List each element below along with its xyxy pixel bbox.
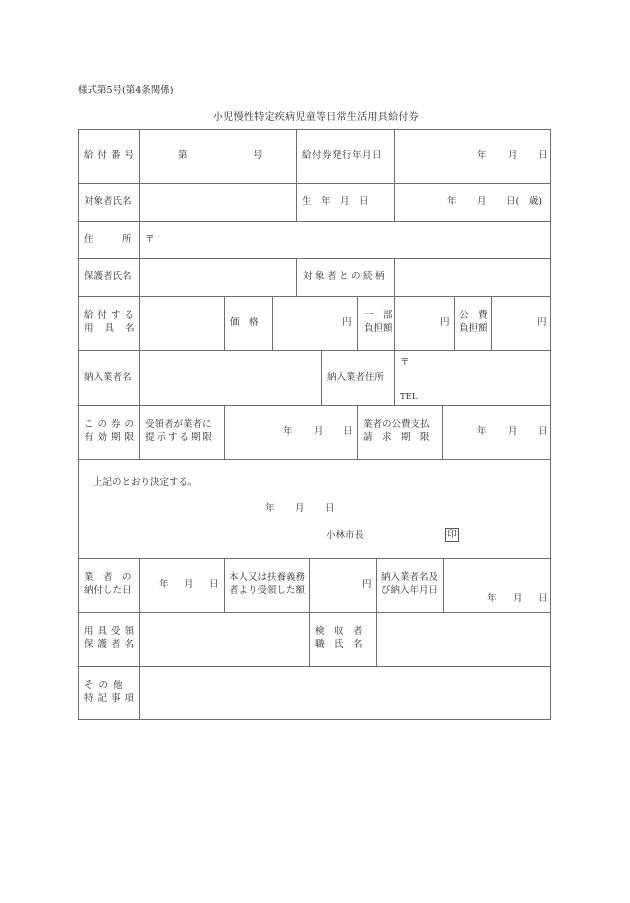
label-present-2: 提示する期限 — [145, 432, 215, 443]
label-inspector-2: 職 氏 名 — [315, 639, 363, 650]
inspector-field[interactable] — [377, 613, 550, 666]
guardian-name-field[interactable] — [140, 259, 295, 296]
vendor-name-field[interactable] — [140, 351, 321, 405]
label-item-name-2: 用 具 名 — [84, 323, 139, 334]
label-delivered-2: 納付した日 — [84, 585, 132, 596]
vendor-day: 日 — [538, 593, 548, 604]
address-field[interactable] — [155, 222, 550, 258]
delivered-day: 日 — [209, 579, 219, 590]
vendor-postal-mark: 〒 — [400, 357, 410, 368]
other-notes-field[interactable] — [140, 667, 550, 719]
form-number: 様式第5号(第4条関係) — [78, 85, 174, 96]
form-title: 小児慢性特定疾病児童等日常生活用具給付券 — [213, 112, 419, 123]
label-issue-date: 給付券発行年月日 — [302, 150, 383, 161]
present-month: 月 — [314, 426, 324, 437]
decision-text: 上記のとおり決定する。 — [93, 477, 198, 488]
claim-deadline-field[interactable] — [443, 406, 550, 459]
vendor-tel-label: TEL — [400, 392, 418, 402]
vendor-date-field[interactable] — [444, 559, 550, 612]
row-divider — [78, 459, 551, 460]
label-public-1: 公 費 — [459, 310, 488, 321]
label-received-1: 本人又は扶養義務 — [229, 572, 306, 583]
col-divider — [454, 296, 455, 350]
birth-day-age: 日( 歳) — [506, 196, 542, 207]
label-birthdate: 生 年 月 日 — [302, 196, 369, 207]
label-vendor-date-2: び納入年月日 — [381, 585, 439, 596]
label-benefit-number: 給付番号 — [84, 150, 139, 161]
label-public-2: 負担額 — [459, 323, 488, 334]
benefit-number-go: 号 — [253, 150, 263, 161]
label-vendor-date-1: 納入業者名及 — [381, 572, 439, 583]
delivered-month: 月 — [184, 579, 194, 590]
vendor-address-field[interactable] — [395, 351, 550, 405]
present-year: 年 — [283, 426, 293, 437]
seal-stamp: 印 — [445, 528, 459, 542]
label-received-2: 者より受領した額 — [229, 585, 306, 596]
label-validity-1: この券の — [84, 419, 139, 430]
col-divider — [357, 296, 358, 350]
label-present-1: 受領者が業者に — [145, 419, 212, 430]
issue-date-month: 月 — [508, 150, 518, 161]
decision-year: 年 — [265, 503, 275, 514]
label-claim-1: 業者の公費支払 — [363, 419, 430, 430]
label-claim-2: 請 求 期 限 — [363, 432, 430, 443]
decision-month: 月 — [295, 503, 305, 514]
present-day: 日 — [343, 426, 353, 437]
issue-date-year: 年 — [477, 150, 487, 161]
claim-month: 月 — [508, 426, 518, 437]
label-receiver-1: 用具受領 — [84, 626, 139, 637]
label-item-name-1: 給付する — [84, 310, 139, 321]
label-delivered-1: 業 者 の — [84, 572, 132, 583]
label-price: 価 格 — [230, 317, 259, 328]
issue-date-field[interactable] — [395, 130, 550, 183]
benefit-number-dai: 第 — [178, 150, 188, 161]
col-divider — [224, 558, 225, 612]
label-guardian-name: 保護者氏名 — [84, 271, 132, 282]
issue-date-day: 日 — [538, 150, 548, 161]
col-divider — [376, 558, 377, 612]
label-partial-2: 負担額 — [364, 323, 393, 334]
item-name-field[interactable] — [140, 297, 224, 350]
label-relation: 対象者との続柄 — [303, 271, 388, 282]
mayor-title: 小林市長 — [326, 530, 365, 541]
public-unit: 円 — [537, 317, 547, 328]
col-divider — [309, 612, 310, 666]
vendor-month: 月 — [513, 593, 523, 604]
col-divider — [321, 350, 322, 405]
relation-field[interactable] — [395, 259, 550, 296]
claim-year: 年 — [477, 426, 487, 437]
claim-day: 日 — [538, 426, 548, 437]
price-unit: 円 — [342, 317, 352, 328]
label-inspector-1: 検 収 者 — [315, 626, 363, 637]
address-postal-mark: 〒 — [145, 234, 155, 245]
vendor-year: 年 — [487, 593, 497, 604]
subject-name-field[interactable] — [140, 184, 295, 221]
partial-unit: 円 — [440, 317, 450, 328]
label-address: 住 所 — [84, 234, 132, 245]
label-vendor-name: 納入業者名 — [84, 372, 132, 383]
col-divider — [357, 405, 358, 459]
label-validity-2: 有効期限 — [84, 432, 139, 443]
birth-year: 年 — [447, 196, 457, 207]
birth-month: 月 — [477, 196, 487, 207]
label-other-1: そ の 他 — [84, 680, 124, 691]
col-divider — [296, 129, 297, 221]
col-divider — [224, 296, 225, 350]
label-other-2: 特記事項 — [84, 693, 139, 704]
decision-day: 日 — [325, 503, 335, 514]
label-vendor-address: 納入業者住所 — [327, 372, 385, 383]
col-divider — [296, 258, 297, 296]
benefit-number-field[interactable] — [140, 130, 295, 183]
label-partial-1: 一 部 — [364, 310, 393, 321]
label-subject-name: 対象者氏名 — [84, 196, 132, 207]
label-receiver-2: 保護者名 — [84, 639, 139, 650]
receiver-field[interactable] — [140, 613, 309, 666]
delivered-year: 年 — [159, 579, 169, 590]
received-unit: 円 — [362, 579, 372, 590]
